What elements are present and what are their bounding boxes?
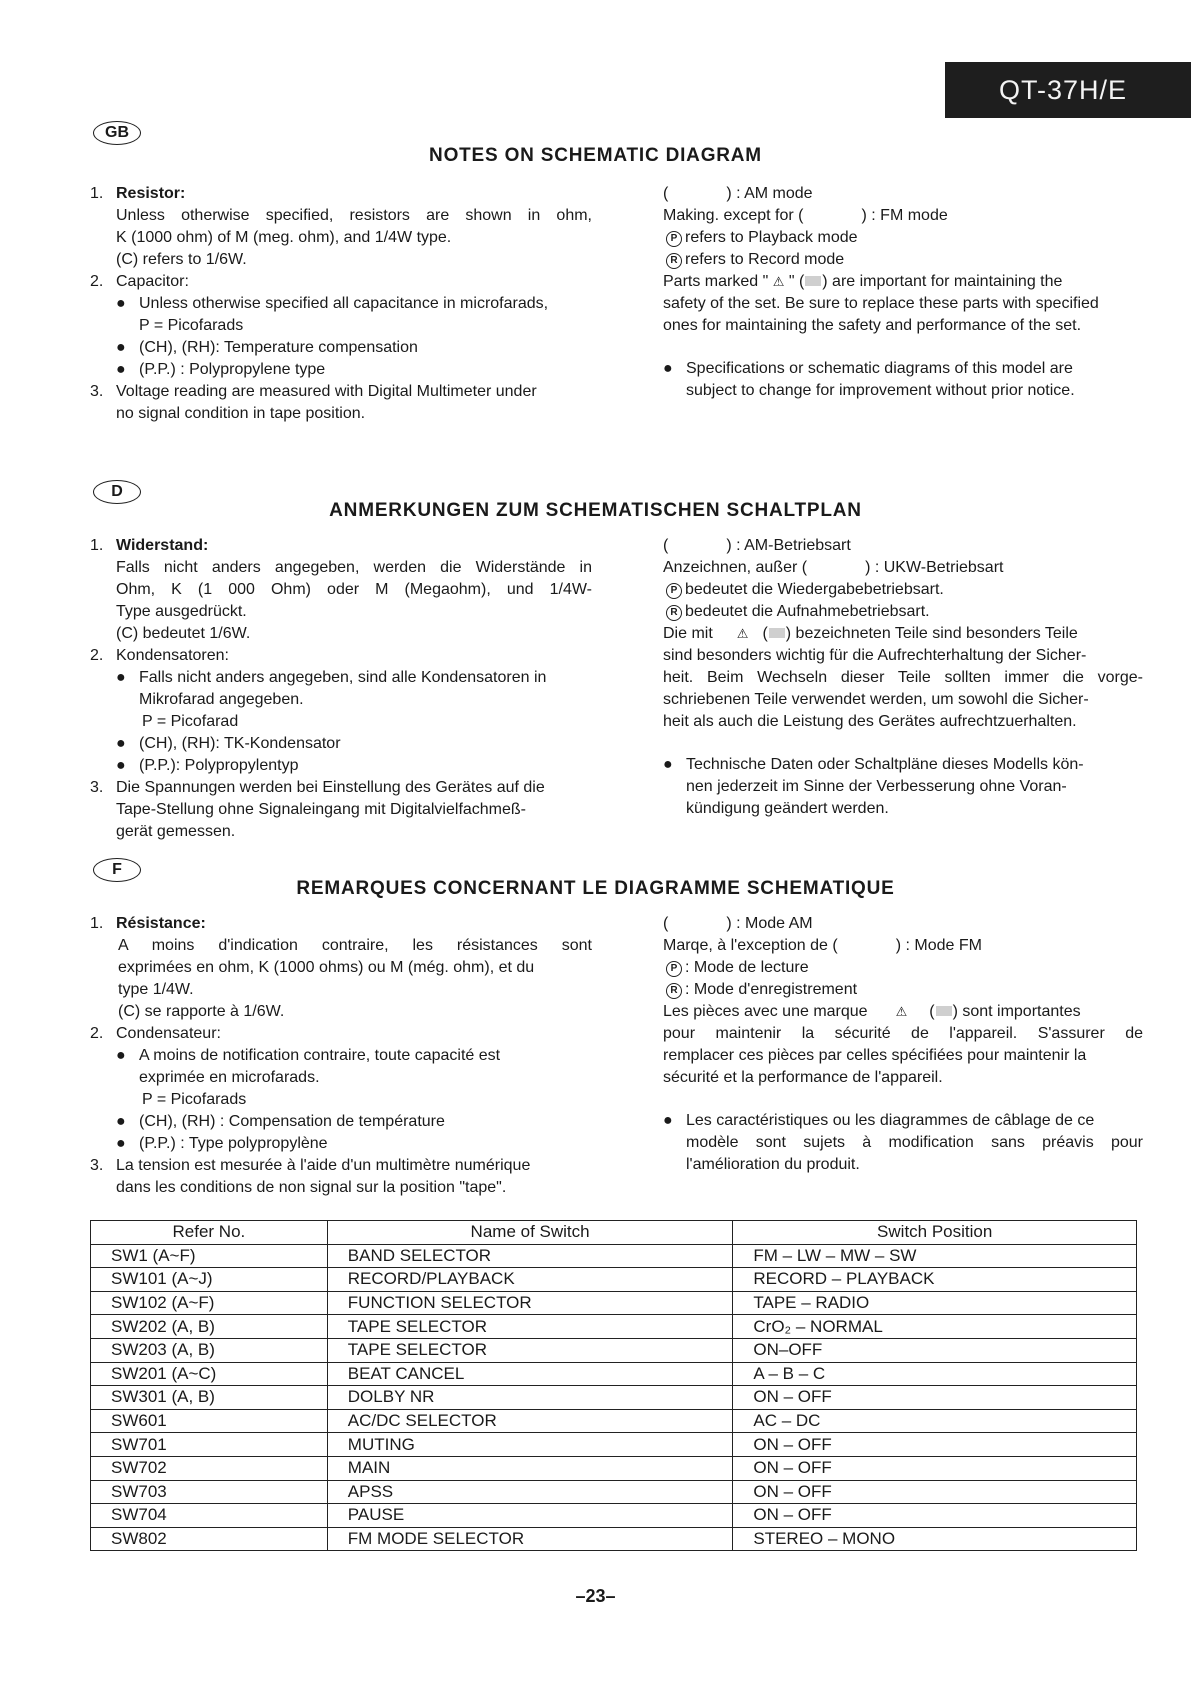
table-row: SW201 (A~C) BEAT CANCEL A – B – C <box>91 1362 1137 1386</box>
section-title-f: REMARQUES CONCERNANT LE DIAGRAMME SCHEMATIQUE <box>296 878 895 899</box>
badge-f: F <box>93 858 141 882</box>
bullet-icon: ● <box>663 360 673 377</box>
bullet-icon: ● <box>116 1135 126 1152</box>
table-row: SW203 (A, B) TAPE SELECTOR ON–OFF <box>91 1338 1137 1362</box>
table-row: SW601 AC/DC SELECTOR AC – DC <box>91 1409 1137 1433</box>
model-number: QT-37H/E <box>999 75 1128 105</box>
gb-resistor-heading: Resistor: <box>116 185 186 202</box>
d-resistor-heading: Widerstand: <box>116 537 209 554</box>
bullet-icon: ● <box>116 1113 126 1130</box>
bullet-icon: ● <box>663 1112 673 1129</box>
page-number: –23– <box>575 1586 616 1606</box>
header-switch-position: Switch Position <box>733 1221 1137 1245</box>
table-row: SW1 (A~F) BAND SELECTOR FM – LW – MW – SW <box>91 1244 1137 1268</box>
playback-mode-icon: P <box>666 583 682 599</box>
switch-table <box>90 1220 1137 1551</box>
f-notes-left: 1. Résistance: A moins d'indication contraire, les résistances sont exprimées en ohm, K (1000 ohms) ou M (még. ohm), et du type 1/4W. (C) se rapporte à 1/6W. 2. Condensateur: ● A moins de notification contraire, toute capacité est exprimée en microfarads. P = Picofarads ● (CH), (RH) : Compensation de température ● (P.P.) : Type polypropylène 3. La tension est mesurée à l'aide d'un multimètre numérique dans les conditions de non signal sur la position "tape". <box>90 915 592 1196</box>
bullet-icon: ● <box>663 756 673 773</box>
f-notes-right: ( ) : Mode AM Marqe, à l'exception de ( ) : Mode FM P : Mode de lecture R : Mode d'enregistrement Les pièces avec une marque ⚠ ( ) sont importantes pour maintenir la sécurité de l'appareil. S'assurer de remplacer ces pièces par celles spécifiées pour maintenir la sécurité et la performance de l'appareil. ● Les caractéristiques ou les diagrammes de câblage de ce modèle sont sujets à modification sans préavis pour l'amélioration du produit. <box>663 915 1143 1173</box>
bullet-icon: ● <box>116 735 126 752</box>
bullet-icon: ● <box>116 669 126 686</box>
f-resistor-heading: Résistance: <box>116 915 206 932</box>
d-notes-right: ( ) : AM-Betriebsart Anzeichnen, außer ( ) : UKW-Betriebsart P bedeutet die Wiedergabebetriebsart. R bedeutet die Aufnahmebetriebsart. Die mit ⚠ ( ) bezeichneten Teile sind besonders Teile sind besonders wichtig für die Aufrechterhaltung der Sicher- heit. Beim Wechseln dieser Teile sollten immer die vorge- schriebenen Teile verwendet werden, um sowohl die Sicher- heit als auch die Leistung des Gerätes aufrechtzuerhalten. ● Technische Daten oder Schaltpläne dieses Modells kön- nen jederzeit im Sinne der Verbesserung ohne Voran- kündigung geändert werden. <box>663 537 1143 817</box>
record-mode-icon: R <box>666 253 682 269</box>
warning-triangle-icon: ⚠ <box>736 626 749 641</box>
shaded-mark-icon <box>805 276 821 286</box>
warning-triangle-icon: ⚠ <box>772 274 785 289</box>
bullet-icon: ● <box>116 1047 126 1064</box>
table-row: SW802 FM MODE SELECTOR STEREO – MONO <box>91 1527 1137 1551</box>
playback-mode-icon: P <box>666 231 682 247</box>
section-title-d: ANMERKUNGEN ZUM SCHEMATISCHEN SCHALTPLAN <box>329 500 862 521</box>
record-mode-icon: R <box>666 983 682 999</box>
header-name-of-switch: Name of Switch <box>327 1221 733 1245</box>
record-mode-icon: R <box>666 605 682 621</box>
header-refer-no: Refer No. <box>91 1221 328 1245</box>
table-row: SW301 (A, B) DOLBY NR ON – OFF <box>91 1386 1137 1410</box>
bullet-icon: ● <box>116 339 126 356</box>
table-row: SW202 (A, B) TAPE SELECTOR CrO₂ – NORMAL <box>91 1315 1137 1339</box>
table-row: SW703 APSS ON – OFF <box>91 1480 1137 1504</box>
d-notes-left: 1. Widerstand: Falls nicht anders angegeben, werden die Widerstände in Ohm, K (1 000 Ohm) oder M (Megaohm), und 1/4W- Type ausgedrückt. (C) bedeutet 1/6W. 2. Kondensatoren: ● Falls nicht anders angegeben, sind alle Kondensatoren in Mikrofarad angegeben. P = Picofarad ● (CH), (RH): TK-Kondensator ● (P.P.): Polypropylentyp 3. Die Spannungen werden bei Einstellung des Gerätes auf die Tape-Stellung ohne Signaleingang mit Digitalvielfachmeß- gerät gemessen. <box>90 537 592 840</box>
shaded-mark-icon <box>936 1006 952 1016</box>
section-title-gb: NOTES ON SCHEMATIC DIAGRAM <box>429 145 762 166</box>
gb-capacitor-heading: Capacitor: <box>116 273 189 290</box>
bullet-icon: ● <box>116 757 126 774</box>
playback-mode-icon: P <box>666 961 682 977</box>
warning-triangle-icon: ⚠ <box>895 1004 908 1019</box>
badge-gb: GB <box>93 121 141 145</box>
table-row: SW704 PAUSE ON – OFF <box>91 1504 1137 1528</box>
gb-notes-right: ( ) : AM mode Making. except for ( ) : FM mode P refers to Playback mode R refers to Record mode Parts marked " ⚠ " ( ) are important for maintaining the safety of the set. Be sure to replace these parts with specified ones for maintaining the safety and performance of the set. ● Specifications or schematic diagrams of this model are subject to change for improvement without prior notice. <box>663 185 1099 399</box>
table-row: SW701 MUTING ON – OFF <box>91 1433 1137 1457</box>
table-row: SW102 (A~F) FUNCTION SELECTOR TAPE – RADIO <box>91 1291 1137 1315</box>
bullet-icon: ● <box>116 361 126 378</box>
table-header-row <box>91 1221 1137 1245</box>
model-number-box <box>945 62 1191 118</box>
gb-notes-left: 1. Resistor: Unless otherwise specified, resistors are shown in ohm, K (1000 ohm) of M (meg. ohm), and 1/4W type. (C) refers to 1/6W. 2. Capacitor: ● Unless otherwise specified all capacitance in microfarads, P = Picofarads ● (CH), (RH): Temperature compensation ● (P.P.) : Polypropylene type 3. Voltage reading are measured with Digital Multimeter under no signal condition in tape position. <box>90 185 592 422</box>
d-capacitor-heading: Kondensatoren: <box>116 647 229 664</box>
f-capacitor-heading: Condensateur: <box>116 1025 221 1042</box>
table-row: SW702 MAIN ON – OFF <box>91 1456 1137 1480</box>
badge-d: D <box>93 480 141 504</box>
table-row: SW101 (A~J) RECORD/PLAYBACK RECORD – PLAYBACK <box>91 1268 1137 1292</box>
shaded-mark-icon <box>769 628 785 638</box>
bullet-icon: ● <box>116 295 126 312</box>
